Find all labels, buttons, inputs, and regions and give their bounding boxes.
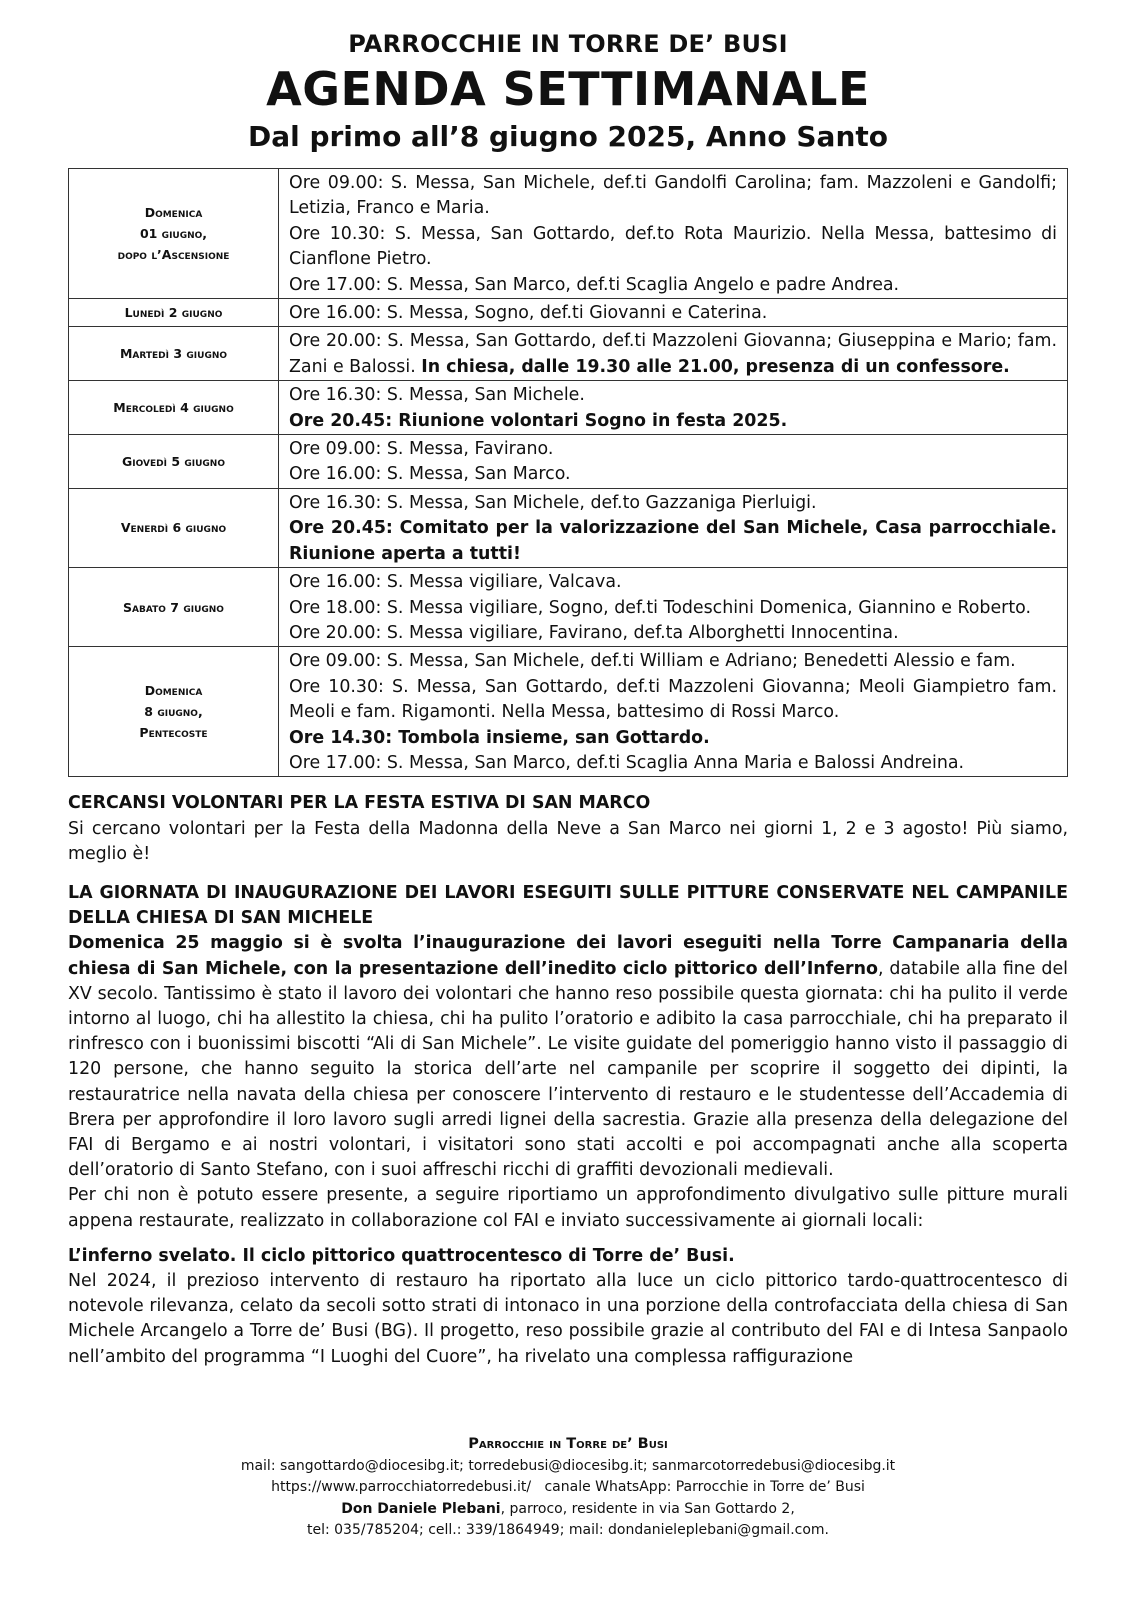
agenda-event [289,570,1057,595]
agenda-event-text: Ore 16.30: S. Messa, San Michele. [289,385,585,406]
agenda-events [279,381,1068,435]
agenda-event [289,675,1057,726]
agenda-event [289,649,1057,674]
agenda-event [289,437,1057,462]
agenda-events [279,647,1068,777]
agenda-events [279,568,1068,647]
agenda-day [69,299,279,327]
agenda-event [289,409,1057,434]
agenda-table [68,168,1068,777]
volunteers-body: Si cercano volontari per la Festa della Madonna della Neve a San Marco nei giorni 1, 2 e 3 agosto! Più siamo, meglio è! [68,818,1068,864]
agenda-event-text: Ore 20.45: Riunione volontari Sogno in festa 2025. [289,410,788,431]
header [68,26,1068,158]
footer-mail: mail: sangottardo@diocesibg.it; torredebusi@diocesibg.it; sanmarcotorredebusi@diocesibg.it [240,1457,896,1474]
agenda-event-text: Ore 10.30: S. Messa, San Gottardo, def.ti Mazzoleni Giovanna; Meoli Giampietro fam. Meoli e fam. Rigamonti. Nella Messa, battesimo di Rossi Marco. [289,676,1057,723]
agenda-events [279,327,1068,381]
agenda-day [69,435,279,489]
agenda-day [69,488,279,567]
footer-title: Parrocchie in Torre de’ Busi [468,1436,668,1452]
inferno-body: Nel 2024, il prezioso intervento di restauro ha riportato alla luce un ciclo pittorico tardo-quattrocentesco di notevole rilevanza, celato da secoli sotto strati di intonaco in una porzione della controfacciata della chiesa di San Michele Arcangelo a Torre de’ Busi (BG). Il progetto, reso possibile grazie al contributo del FAI e di Intesa Sanpaolo nell’ambito del programma “I Luoghi del Cuore”, ha rivelato una complessa raffigurazione [68,1271,1068,1367]
agenda-event-text: Ore 16.00: S. Messa vigiliare, Valcava. [289,572,622,593]
agenda-event [289,516,1057,567]
agenda-day-line: 01 giugno, [139,226,208,242]
header-title: AGENDA SETTIMANALE [266,62,870,116]
agenda-day-line: Mercoledì 4 giugno [113,400,234,416]
inferno-title: L’inferno svelato. Il ciclo pittorico quattrocentesco di Torre de’ Busi. [68,1245,735,1266]
inauguration-para2: Per chi non è potuto essere presente, a seguire riportiamo un approfondimento divulgativo sulle pitture murali appena restaurate, realizzato in collaborazione col FAI e inviato successivamente ai giornali locali: [68,1185,1068,1231]
agenda-event [289,383,1057,408]
agenda-day-line: Martedì 3 giugno [119,346,228,362]
agenda-event [289,329,1057,380]
agenda-day-line: dopo l’Ascensione [117,247,230,263]
footer [68,1434,1068,1542]
header-dates: Dal primo all’8 giugno 2025, Anno Santo [247,120,889,153]
agenda-event [289,491,1057,516]
agenda-event [289,171,1057,222]
agenda-event-text: Ore 17.00: S. Messa, San Marco, def.ti Scaglia Anna Maria e Balossi Andreina. [289,752,965,773]
agenda-event-text: Ore 09.00: S. Messa, Favirano. [289,439,554,460]
footer-priest [68,1499,1068,1521]
agenda-event-text: Ore 20.00: S. Messa, San Gottardo, def.ti Mazzoleni Giovanna; Giuseppina e Mario; fam. Zani e Balossi. [289,331,1057,377]
agenda-day-line: Sabato 7 giugno [123,599,224,615]
agenda-day [69,381,279,435]
agenda-row [69,435,1068,489]
footer-contacts: tel: 035/785204; cell.: 339/1864949; mail: dondanieleplebani@gmail.com. [306,1522,829,1538]
inauguration-section [68,881,1068,1234]
volunteers-title: CERCANSI VOLONTARI PER LA FESTA ESTIVA DI SAN MARCO [68,793,651,814]
agenda-day [69,647,279,777]
agenda-event-text: Ore 20.00: S. Messa vigiliare, Favirano, def.ta Alborghetti Innocentina. [289,622,899,643]
agenda-event [289,726,1057,751]
agenda-event-text: Ore 20.45: Comitato per la valorizzazione del San Michele, Casa parrocchiale. Riunione aperta a tutti! [289,518,1057,564]
agenda-event-text: Ore 18.00: S. Messa vigiliare, Sogno, def.ti Todeschini Domenica, Giannino e Roberto. [289,597,1032,618]
agenda-day-line: 8 giugno, [144,704,203,720]
agenda-events [279,435,1068,489]
agenda-day-line: Domenica [144,205,203,221]
agenda-day-line: Venerdì 6 giugno [120,520,227,536]
footer-priest-name: Don Daniele Plebani [341,1500,501,1517]
agenda-event-highlight: In chiesa, dalle 19.30 alle 21.00, presenza di un confessore. [421,356,1010,377]
agenda-event-text: Ore 09.00: S. Messa, San Michele, def.ti Gandolfi Carolina; fam. Mazzoleni e Gandolfi; Letizia, Franco e Maria. [289,173,1057,219]
footer-web: https://www.parrocchiatorredebusi.it/ canale WhatsApp: Parrocchie in Torre de’ Busi [271,1479,865,1495]
agenda-event [289,301,1057,326]
volunteers-section [68,791,1068,867]
agenda-events [279,299,1068,327]
agenda-event [289,621,1057,646]
agenda-event-text: Ore 10.30: S. Messa, San Gottardo, def.to Rota Maurizio. Nella Messa, battesimo di Cianflone Pietro. [289,223,1057,270]
header-parishes: PARROCCHIE IN TORRE DE’ BUSI [348,30,788,58]
agenda-day [69,169,279,299]
agenda-event [289,273,1057,298]
agenda-event [289,596,1057,621]
agenda-events [279,488,1068,567]
agenda-day-line: Lunedì 2 giugno [124,305,223,321]
agenda-row [69,488,1068,567]
agenda-event-text: Ore 17.00: S. Messa, San Marco, def.ti Scaglia Angelo e padre Andrea. [289,274,900,295]
agenda-event [289,462,1057,487]
agenda-row [69,299,1068,327]
agenda-day-line: Domenica [144,683,203,699]
agenda-row [69,568,1068,647]
agenda-day-line: Pentecoste [139,725,208,741]
inauguration-text: , databile alla fine del XV secolo. Tantissimo è stato il lavoro dei volontari che hanno reso possibile questa giornata: chi ha pulito il verde intorno al luogo, chi ha allestito la chiesa, chi ha pulito l’oratorio e adibito la casa parrocchiale, chi ha preparato il rinfresco con i buonissimi biscotti “Ali di San Michele”. Le visite guidate del pomeriggio hanno visto il passaggio di 120 persone, che hanno seguito la storica dell’arte nel campanile per scoprire il soggetto dei dipinti, la restauratrice nella navata della chiesa per conoscere l’intervento di restauro e le studentesse dell’Accademia di Brera per approfondire il loro lavoro sugli arredi lignei della sacrestia. Grazie alla presenza della delegazione del FAI di Bergamo e ai nostri volontari, i visitatori sono stati accolti e poi accompagnati anche alla scoperta dell’oratorio di Santo Stefano, con i suoi affreschi ricchi di graffiti devozionali medievali. [68,958,1069,1181]
agenda-day-line: Giovedì 5 giugno [122,453,225,469]
agenda-event-text: Ore 14.30: Tombola insieme, san Gottardo. [289,727,710,748]
inauguration-lead: Domenica 25 maggio si è svolta l’inaugurazione dei lavori eseguiti nella Torre Campanaria della chiesa di San Michele, con la presentazione dell’inedito ciclo pittorico dell’Inferno [68,933,1068,979]
page [68,26,1068,1370]
agenda-row [69,169,1068,299]
inauguration-title: LA GIORNATA DI INAUGURAZIONE DEI LAVORI ESEGUITI SULLE PITTURE CONSERVATE NEL CAMPANILE DELLA CHIESA DI SAN MICHELE [68,882,1068,929]
agenda-event-text: Ore 09.00: S. Messa, San Michele, def.ti William e Adriano; Benedetti Alessio e fam. [289,651,1016,672]
inauguration-body [68,931,1068,1183]
agenda-row [69,647,1068,777]
inferno-section [68,1244,1068,1370]
footer-priest-role: , parroco, residente in via San Gottardo 2, [500,1500,795,1517]
agenda-row [69,327,1068,381]
agenda-event-text: Ore 16.30: S. Messa, San Michele, def.to Gazzaniga Pierluigi. [289,492,817,513]
agenda-row [69,381,1068,435]
agenda-event [289,222,1057,273]
agenda-day [69,568,279,647]
agenda-day [69,327,279,381]
agenda-event-text: Ore 16.00: S. Messa, San Marco. [289,464,571,485]
agenda-event [289,751,1057,776]
agenda-event-text: Ore 16.00: S. Messa, Sogno, def.ti Giovanni e Caterina. [289,303,768,324]
agenda-events [279,169,1068,299]
